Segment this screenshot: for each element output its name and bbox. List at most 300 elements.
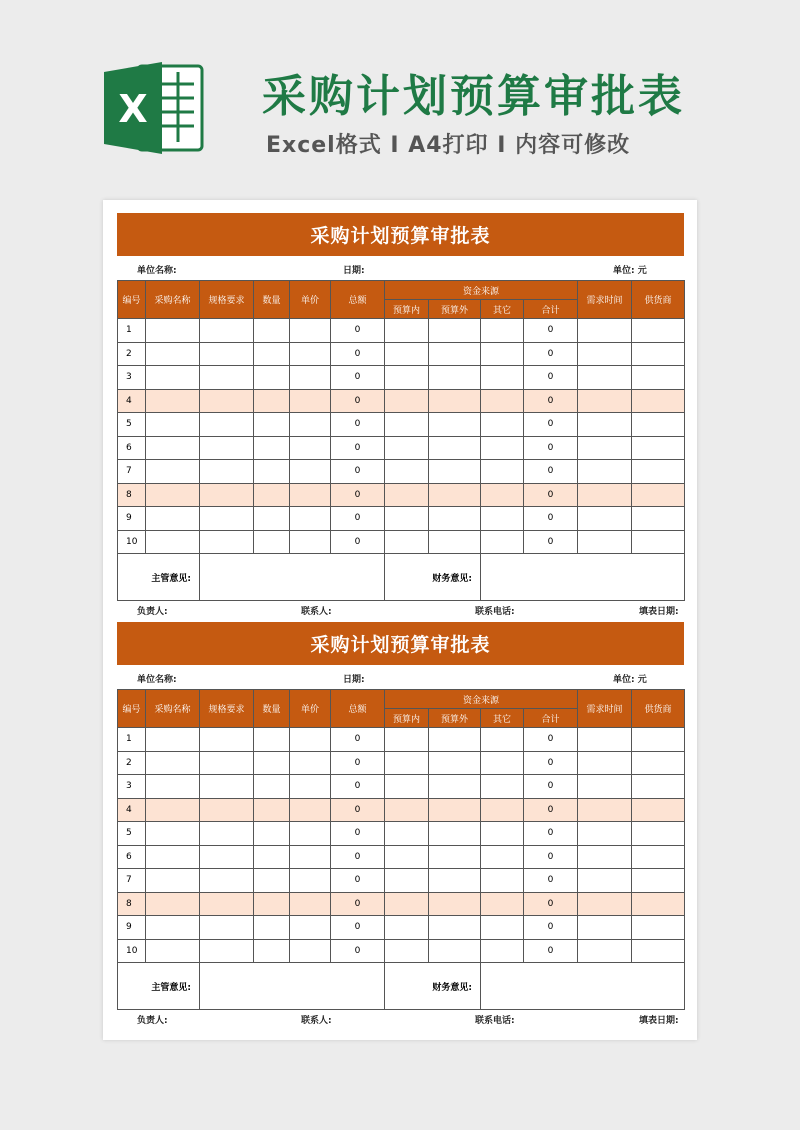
table-row [118, 728, 685, 752]
table-cell[interactable] [578, 892, 632, 916]
table-cell[interactable] [254, 728, 290, 752]
table-cell[interactable]: 0 [331, 892, 385, 916]
table-cell[interactable] [146, 342, 200, 366]
table-cell[interactable]: 0 [524, 845, 578, 869]
table-cell[interactable]: 0 [524, 483, 578, 507]
table-cell[interactable] [632, 530, 685, 554]
table-cell[interactable] [254, 751, 290, 775]
table-cell[interactable]: 0 [331, 916, 385, 940]
table-cell[interactable] [385, 319, 429, 343]
table-cell[interactable] [146, 916, 200, 940]
table-cell[interactable] [146, 483, 200, 507]
col-header: 供货商 [632, 281, 685, 319]
table-cell[interactable] [481, 342, 524, 366]
table-cell[interactable]: 7 [118, 869, 146, 893]
table-cell[interactable] [254, 460, 290, 484]
table-cell[interactable] [254, 319, 290, 343]
table-cell[interactable] [146, 869, 200, 893]
table-cell[interactable]: 3 [118, 775, 146, 799]
table-cell[interactable]: 0 [524, 413, 578, 437]
table-cell[interactable] [290, 460, 331, 484]
supervisor-label: 主管意见: [118, 963, 200, 1010]
table-cell[interactable] [290, 366, 331, 390]
table-cell[interactable]: 0 [524, 530, 578, 554]
excel-logo-icon [100, 58, 206, 158]
table-cell[interactable]: 0 [524, 916, 578, 940]
table-cell[interactable] [481, 775, 524, 799]
table-cell[interactable] [578, 389, 632, 413]
table-cell[interactable] [481, 389, 524, 413]
table-cell[interactable] [146, 892, 200, 916]
table-cell[interactable] [146, 845, 200, 869]
col-header: 编号 [118, 690, 146, 728]
table-cell[interactable] [385, 939, 429, 963]
table-cell[interactable] [146, 389, 200, 413]
table-cell[interactable]: 0 [331, 366, 385, 390]
table-cell[interactable] [578, 916, 632, 940]
table-row [118, 798, 685, 822]
table-cell[interactable] [429, 845, 481, 869]
table-cell[interactable] [578, 460, 632, 484]
table-cell[interactable]: 0 [331, 507, 385, 531]
table-cell[interactable]: 4 [118, 389, 146, 413]
col-header: 合计 [524, 709, 578, 728]
table-cell[interactable] [578, 822, 632, 846]
table-cell[interactable] [578, 530, 632, 554]
table-cell[interactable] [200, 869, 254, 893]
table-cell[interactable] [632, 728, 685, 752]
table-cell[interactable] [429, 319, 481, 343]
table-cell[interactable] [385, 869, 429, 893]
table-cell[interactable] [200, 366, 254, 390]
table-cell[interactable] [632, 798, 685, 822]
table-cell[interactable] [200, 916, 254, 940]
col-header: 编号 [118, 281, 146, 319]
table-cell[interactable]: 0 [331, 845, 385, 869]
table-cell[interactable]: 0 [524, 319, 578, 343]
table-cell[interactable] [578, 507, 632, 531]
table-cell[interactable]: 5 [118, 822, 146, 846]
table-cell[interactable] [200, 389, 254, 413]
date-label: 日期: [343, 675, 365, 685]
table-cell[interactable] [254, 366, 290, 390]
table-cell[interactable] [429, 798, 481, 822]
table-cell[interactable] [254, 483, 290, 507]
table-cell[interactable]: 5 [118, 413, 146, 437]
footer-label: 填表日期: [639, 607, 679, 617]
table-cell[interactable]: 0 [331, 319, 385, 343]
col-header: 其它 [481, 709, 524, 728]
col-header: 其它 [481, 300, 524, 319]
table-cell[interactable]: 2 [118, 342, 146, 366]
table-cell[interactable] [290, 436, 331, 460]
table-cell[interactable] [429, 775, 481, 799]
col-header: 供货商 [632, 690, 685, 728]
table-cell[interactable] [385, 916, 429, 940]
table-cell[interactable]: 0 [331, 460, 385, 484]
table-cell[interactable] [385, 389, 429, 413]
table-cell[interactable] [146, 751, 200, 775]
table-cell[interactable] [290, 342, 331, 366]
table-cell[interactable] [254, 822, 290, 846]
table-cell[interactable]: 0 [524, 869, 578, 893]
table-cell[interactable] [200, 728, 254, 752]
table-cell[interactable] [146, 798, 200, 822]
table-cell[interactable] [578, 869, 632, 893]
table-cell[interactable] [385, 530, 429, 554]
table-cell[interactable] [578, 751, 632, 775]
table-cell[interactable]: 0 [331, 939, 385, 963]
table-cell[interactable] [290, 939, 331, 963]
table-cell[interactable]: 10 [118, 939, 146, 963]
table-cell[interactable] [200, 939, 254, 963]
table-cell[interactable] [254, 869, 290, 893]
table-cell[interactable] [578, 939, 632, 963]
table-cell[interactable] [481, 366, 524, 390]
table-cell[interactable]: 0 [331, 728, 385, 752]
table-cell[interactable]: 1 [118, 728, 146, 752]
table-cell[interactable] [632, 869, 685, 893]
table-row [118, 530, 685, 554]
table-cell[interactable]: 6 [118, 436, 146, 460]
table-cell[interactable] [146, 460, 200, 484]
table-cell[interactable] [254, 892, 290, 916]
table-cell[interactable] [200, 751, 254, 775]
table-cell[interactable] [481, 869, 524, 893]
table-cell[interactable] [290, 869, 331, 893]
table-cell[interactable] [429, 507, 481, 531]
table-cell[interactable]: 0 [524, 460, 578, 484]
table-cell[interactable] [481, 939, 524, 963]
table-cell[interactable] [200, 436, 254, 460]
table-cell[interactable]: 0 [331, 798, 385, 822]
table-row [118, 845, 685, 869]
table-cell[interactable]: 9 [118, 507, 146, 531]
table-cell[interactable] [429, 916, 481, 940]
table-cell[interactable] [578, 798, 632, 822]
table-cell[interactable]: 1 [118, 319, 146, 343]
table-cell[interactable] [481, 728, 524, 752]
form-2 [117, 622, 684, 1026]
table-cell[interactable]: 6 [118, 845, 146, 869]
table-cell[interactable] [290, 530, 331, 554]
finance-opinion-cell[interactable] [481, 554, 685, 601]
table-cell[interactable] [578, 366, 632, 390]
table-cell[interactable]: 8 [118, 892, 146, 916]
table-cell[interactable] [146, 939, 200, 963]
table-cell[interactable]: 10 [118, 530, 146, 554]
table-cell[interactable] [146, 436, 200, 460]
table-cell[interactable] [385, 366, 429, 390]
table-cell[interactable] [254, 342, 290, 366]
col-header: 预算内 [385, 709, 429, 728]
table-cell[interactable] [385, 892, 429, 916]
table-cell[interactable] [429, 483, 481, 507]
table-row [118, 389, 685, 413]
table-cell[interactable] [290, 728, 331, 752]
table-cell[interactable] [429, 460, 481, 484]
table-cell[interactable] [632, 775, 685, 799]
table-cell[interactable] [254, 436, 290, 460]
page-title: 采购计划预算审批表 [262, 71, 685, 122]
supervisor-label: 主管意见: [118, 554, 200, 601]
table-cell[interactable] [254, 389, 290, 413]
table-cell[interactable] [290, 507, 331, 531]
table-cell[interactable]: 0 [524, 728, 578, 752]
table-cell[interactable] [146, 530, 200, 554]
table-cell[interactable] [481, 530, 524, 554]
table-cell[interactable] [578, 319, 632, 343]
table-cell[interactable] [290, 389, 331, 413]
table-row [118, 413, 685, 437]
table-cell[interactable] [385, 460, 429, 484]
table-cell[interactable] [481, 460, 524, 484]
table-cell[interactable] [146, 319, 200, 343]
table-cell[interactable]: 0 [331, 751, 385, 775]
table-cell[interactable] [254, 798, 290, 822]
table-cell[interactable]: 3 [118, 366, 146, 390]
unit-label: 单位: 元 [613, 675, 647, 685]
table-cell[interactable] [385, 728, 429, 752]
table-cell[interactable] [632, 413, 685, 437]
table-cell[interactable] [146, 775, 200, 799]
table-cell[interactable] [200, 798, 254, 822]
table-cell[interactable] [200, 319, 254, 343]
table-cell[interactable]: 0 [331, 436, 385, 460]
table-cell[interactable]: 0 [524, 751, 578, 775]
footer-label: 联系人: [301, 607, 332, 617]
table-cell[interactable] [290, 798, 331, 822]
table-cell[interactable] [578, 775, 632, 799]
table-cell[interactable] [200, 342, 254, 366]
table-cell[interactable]: 0 [524, 892, 578, 916]
footer-label: 填表日期: [639, 1016, 679, 1026]
table-cell[interactable]: 0 [331, 389, 385, 413]
table-cell[interactable] [254, 845, 290, 869]
table-cell[interactable] [385, 507, 429, 531]
table-cell[interactable] [632, 483, 685, 507]
form-title: 采购计划预算审批表 [117, 213, 684, 256]
svg-text:X: X [118, 87, 148, 131]
table-row [118, 507, 685, 531]
table-cell[interactable] [429, 939, 481, 963]
table-cell[interactable]: 0 [524, 436, 578, 460]
table-cell[interactable] [254, 413, 290, 437]
table-cell[interactable]: 2 [118, 751, 146, 775]
table-row [118, 436, 685, 460]
footer-label: 负责人: [137, 1016, 168, 1026]
table-cell[interactable] [290, 319, 331, 343]
table-cell[interactable] [290, 775, 331, 799]
table-cell[interactable] [632, 436, 685, 460]
table-row [118, 483, 685, 507]
table-cell[interactable] [146, 822, 200, 846]
table-cell[interactable] [290, 845, 331, 869]
table-cell[interactable]: 0 [524, 389, 578, 413]
table-cell[interactable]: 8 [118, 483, 146, 507]
table-cell[interactable] [290, 751, 331, 775]
table-cell[interactable] [578, 436, 632, 460]
table-cell[interactable] [481, 413, 524, 437]
table-cell[interactable] [632, 389, 685, 413]
table-cell[interactable] [200, 775, 254, 799]
table-cell[interactable]: 7 [118, 460, 146, 484]
table-row [118, 775, 685, 799]
table-cell[interactable] [254, 775, 290, 799]
col-header: 预算内 [385, 300, 429, 319]
form-1 [117, 213, 684, 617]
table-cell[interactable] [200, 530, 254, 554]
table-cell[interactable] [429, 822, 481, 846]
table-cell[interactable]: 0 [524, 939, 578, 963]
table-cell[interactable]: 0 [524, 822, 578, 846]
table-cell[interactable] [481, 436, 524, 460]
table-cell[interactable] [385, 798, 429, 822]
table-cell[interactable] [200, 413, 254, 437]
table-cell[interactable] [632, 822, 685, 846]
table-cell[interactable] [254, 507, 290, 531]
finance-label: 财务意见: [385, 963, 481, 1010]
table-cell[interactable]: 4 [118, 798, 146, 822]
supervisor-opinion-cell[interactable] [200, 963, 385, 1010]
table-cell[interactable] [200, 507, 254, 531]
table-cell[interactable] [481, 822, 524, 846]
table-cell[interactable] [632, 845, 685, 869]
table-cell[interactable] [200, 845, 254, 869]
table-cell[interactable]: 0 [524, 366, 578, 390]
date-label: 日期: [343, 266, 365, 276]
table-cell[interactable] [481, 845, 524, 869]
budget-table [117, 280, 685, 601]
table-cell[interactable] [429, 728, 481, 752]
table-cell[interactable]: 0 [524, 798, 578, 822]
table-cell[interactable] [578, 342, 632, 366]
col-header: 需求时间 [578, 281, 632, 319]
table-cell[interactable] [290, 916, 331, 940]
col-header: 采购名称 [146, 690, 200, 728]
col-header: 总额 [331, 281, 385, 319]
finance-opinion-cell[interactable] [481, 963, 685, 1010]
table-cell[interactable] [200, 892, 254, 916]
col-header: 数量 [254, 281, 290, 319]
table-cell[interactable] [481, 507, 524, 531]
table-cell[interactable] [429, 892, 481, 916]
table-cell[interactable] [429, 342, 481, 366]
table-cell[interactable] [290, 822, 331, 846]
col-header: 单价 [290, 281, 331, 319]
col-header: 合计 [524, 300, 578, 319]
col-header: 采购名称 [146, 281, 200, 319]
table-cell[interactable]: 0 [524, 775, 578, 799]
table-cell[interactable] [254, 939, 290, 963]
table-cell[interactable] [385, 751, 429, 775]
table-cell[interactable] [146, 413, 200, 437]
table-cell[interactable] [385, 845, 429, 869]
table-cell[interactable]: 9 [118, 916, 146, 940]
table-cell[interactable] [632, 460, 685, 484]
table-cell[interactable]: 0 [331, 869, 385, 893]
table-cell[interactable] [146, 507, 200, 531]
table-cell[interactable] [481, 916, 524, 940]
table-cell[interactable] [632, 507, 685, 531]
table-cell[interactable] [429, 389, 481, 413]
table-cell[interactable] [578, 483, 632, 507]
table-cell[interactable] [632, 916, 685, 940]
table-cell[interactable] [481, 798, 524, 822]
table-cell[interactable] [481, 319, 524, 343]
footer-label: 联系电话: [475, 1016, 515, 1026]
table-cell[interactable] [632, 366, 685, 390]
table-cell[interactable] [385, 342, 429, 366]
table-cell[interactable] [429, 751, 481, 775]
table-cell[interactable] [481, 483, 524, 507]
table-cell[interactable] [254, 530, 290, 554]
table-cell[interactable] [200, 483, 254, 507]
unit-name-label: 单位名称: [137, 266, 177, 276]
table-cell[interactable] [632, 342, 685, 366]
table-cell[interactable]: 0 [524, 342, 578, 366]
table-cell[interactable] [290, 483, 331, 507]
table-cell[interactable] [578, 845, 632, 869]
table-cell[interactable] [429, 366, 481, 390]
supervisor-opinion-cell[interactable] [200, 554, 385, 601]
table-cell[interactable]: 0 [331, 775, 385, 799]
table-cell[interactable] [429, 436, 481, 460]
table-cell[interactable] [254, 916, 290, 940]
table-cell[interactable]: 0 [331, 413, 385, 437]
table-row [118, 892, 685, 916]
table-cell[interactable] [200, 460, 254, 484]
budget-table [117, 689, 685, 1010]
table-cell[interactable] [385, 822, 429, 846]
col-header: 数量 [254, 690, 290, 728]
table-cell[interactable] [632, 751, 685, 775]
table-cell[interactable] [481, 892, 524, 916]
table-cell[interactable] [632, 892, 685, 916]
page-subtitle: Excel格式 I A4打印 I 内容可修改 [266, 133, 631, 158]
table-cell[interactable]: 0 [524, 507, 578, 531]
table-cell[interactable] [578, 413, 632, 437]
table-cell[interactable]: 0 [331, 822, 385, 846]
table-cell[interactable] [385, 483, 429, 507]
table-cell[interactable] [429, 530, 481, 554]
table-cell[interactable] [481, 751, 524, 775]
table-cell[interactable] [632, 319, 685, 343]
table-cell[interactable] [632, 939, 685, 963]
table-cell[interactable]: 0 [331, 530, 385, 554]
unit-label: 单位: 元 [613, 266, 647, 276]
table-row [118, 916, 685, 940]
table-row [118, 319, 685, 343]
table-cell[interactable]: 0 [331, 483, 385, 507]
table-cell[interactable] [200, 822, 254, 846]
table-cell[interactable] [385, 413, 429, 437]
table-cell[interactable] [146, 728, 200, 752]
finance-label: 财务意见: [385, 554, 481, 601]
table-cell[interactable] [385, 436, 429, 460]
table-cell[interactable] [385, 775, 429, 799]
unit-name-label: 单位名称: [137, 675, 177, 685]
table-cell[interactable] [290, 892, 331, 916]
table-cell[interactable] [429, 869, 481, 893]
table-cell[interactable] [429, 413, 481, 437]
col-header: 预算外 [429, 300, 481, 319]
table-row [118, 869, 685, 893]
table-cell[interactable] [290, 413, 331, 437]
table-cell[interactable] [146, 366, 200, 390]
table-cell[interactable] [578, 728, 632, 752]
table-cell[interactable]: 0 [331, 342, 385, 366]
